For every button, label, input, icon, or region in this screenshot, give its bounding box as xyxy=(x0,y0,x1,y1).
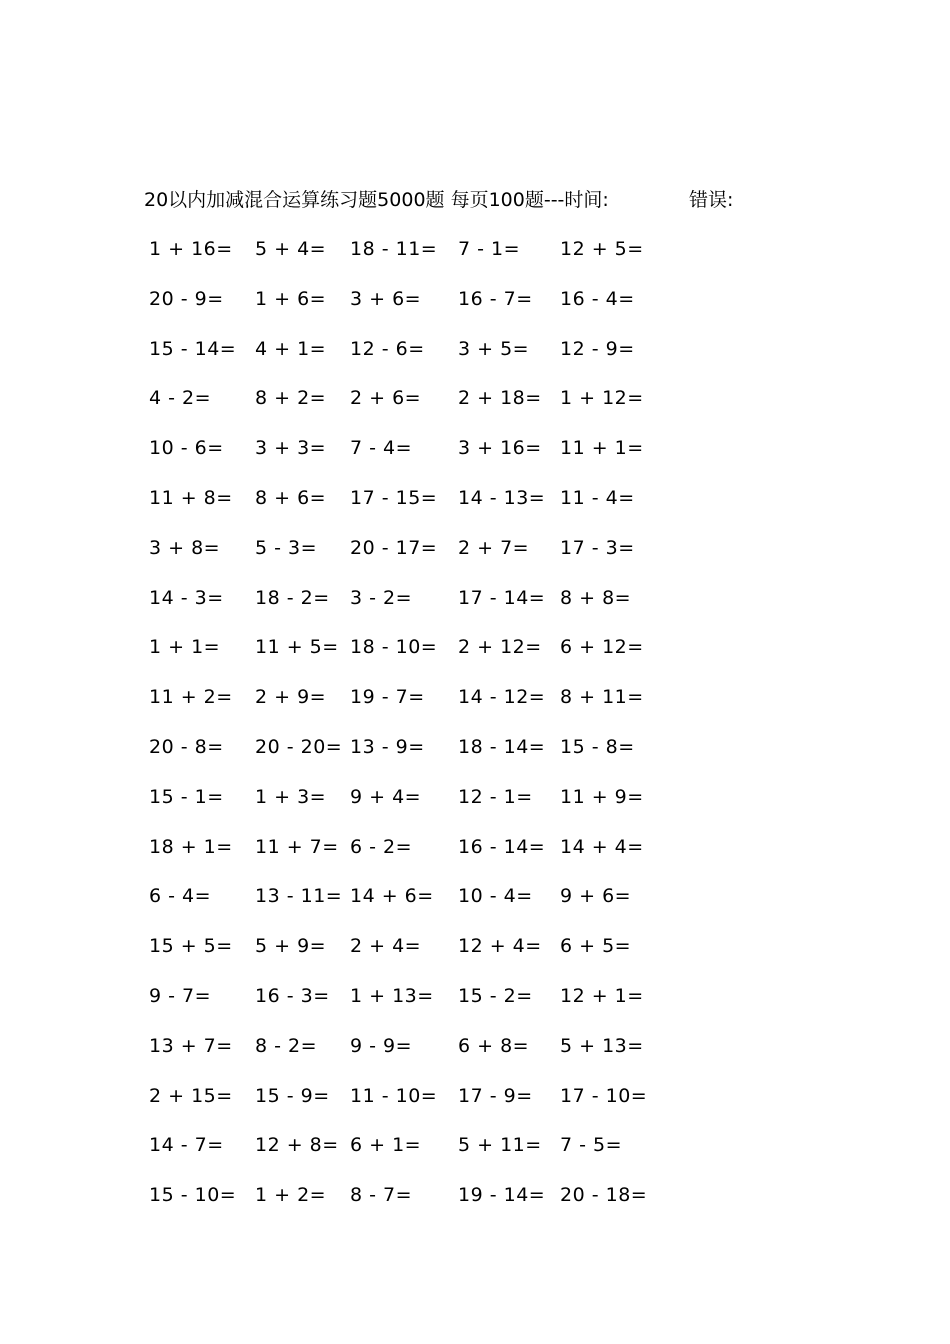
math-problem: 12 + 8= xyxy=(255,1134,339,1157)
math-problem: 4 + 1= xyxy=(255,337,327,360)
math-problem: 9 + 4= xyxy=(350,785,422,808)
math-problem: 15 - 8= xyxy=(560,736,635,758)
math-problem: 18 - 2= xyxy=(255,586,330,609)
math-problem: 2 + 15= xyxy=(149,1084,233,1107)
math-problem: 8 + 8= xyxy=(560,586,632,609)
math-problem: 5 - 3= xyxy=(255,536,318,559)
math-problem: 14 - 13= xyxy=(458,487,546,509)
math-problem: 3 + 3= xyxy=(255,437,327,460)
math-problem: 15 - 2= xyxy=(458,985,533,1007)
math-problem: 17 - 3= xyxy=(560,536,635,559)
math-problem: 20 - 17= xyxy=(350,536,438,559)
math-problem: 5 + 13= xyxy=(560,1034,644,1057)
math-problem: 1 + 12= xyxy=(560,387,644,410)
math-problem: 15 - 10= xyxy=(149,1184,237,1207)
math-problem: 6 + 8= xyxy=(458,1034,530,1057)
math-problem: 14 - 12= xyxy=(458,686,546,709)
math-problem: 16 - 14= xyxy=(458,835,546,858)
math-problem: 13 - 11= xyxy=(255,885,343,908)
math-problem: 2 + 12= xyxy=(458,636,542,659)
math-problem: 3 + 16= xyxy=(458,437,542,460)
worksheet-title: 20以内加减混合运算练习题5000题 每页100题---时间: xyxy=(144,189,609,211)
math-problem: 3 + 5= xyxy=(458,337,530,360)
math-problem: 5 + 4= xyxy=(255,238,327,260)
math-problem: 7 - 5= xyxy=(560,1134,623,1157)
math-problem: 18 + 1= xyxy=(149,835,233,858)
math-problem: 8 + 6= xyxy=(255,487,327,509)
math-problem: 7 - 4= xyxy=(350,437,413,460)
math-problem: 1 + 2= xyxy=(255,1184,327,1207)
math-problem: 11 + 8= xyxy=(149,487,233,509)
math-problem: 2 + 7= xyxy=(458,536,530,559)
math-problem: 17 - 10= xyxy=(560,1084,648,1107)
math-problem: 20 - 8= xyxy=(149,736,224,758)
math-problem: 8 - 7= xyxy=(350,1184,413,1207)
math-problem: 2 + 4= xyxy=(350,935,422,958)
math-problem: 12 + 1= xyxy=(560,985,644,1007)
math-problem: 17 - 15= xyxy=(350,487,438,509)
math-problem: 1 + 3= xyxy=(255,785,327,808)
math-problem: 5 + 11= xyxy=(458,1134,542,1157)
math-problem: 1 + 6= xyxy=(255,287,327,310)
math-problem: 2 + 18= xyxy=(458,387,542,410)
math-problem: 1 + 13= xyxy=(350,985,434,1007)
math-problem: 1 + 1= xyxy=(149,636,221,659)
math-problem: 16 - 3= xyxy=(255,985,330,1007)
math-problem: 3 + 8= xyxy=(149,536,221,559)
math-problem: 12 + 5= xyxy=(560,238,644,260)
math-problem: 11 + 2= xyxy=(149,686,233,709)
math-problem: 20 - 18= xyxy=(560,1184,648,1207)
math-problem: 10 - 4= xyxy=(458,885,533,908)
math-problem: 9 - 7= xyxy=(149,985,212,1007)
math-problem: 13 - 9= xyxy=(350,736,425,758)
math-problem: 15 + 5= xyxy=(149,935,233,958)
math-problem: 5 + 9= xyxy=(255,935,327,958)
math-problem: 1 + 16= xyxy=(149,238,233,260)
math-problem: 11 - 10= xyxy=(350,1084,438,1107)
math-problem: 8 + 2= xyxy=(255,387,327,410)
math-problem: 11 + 7= xyxy=(255,835,339,858)
math-problem: 11 + 5= xyxy=(255,636,339,659)
math-problem: 2 + 6= xyxy=(350,387,422,410)
math-problem: 17 - 14= xyxy=(458,586,546,609)
math-problem: 3 + 6= xyxy=(350,287,422,310)
math-problem: 8 + 11= xyxy=(560,686,644,709)
math-problem: 6 + 12= xyxy=(560,636,644,659)
math-problem: 18 - 11= xyxy=(350,238,438,260)
math-problem: 6 + 1= xyxy=(350,1134,422,1157)
math-problem: 3 - 2= xyxy=(350,586,413,609)
math-problem: 9 - 9= xyxy=(350,1034,413,1057)
math-problem: 8 - 2= xyxy=(255,1034,318,1057)
math-problem: 20 - 20= xyxy=(255,736,343,758)
math-problem: 11 - 4= xyxy=(560,487,635,509)
math-problem: 14 + 4= xyxy=(560,835,644,858)
math-problem: 6 + 5= xyxy=(560,935,632,958)
math-problem: 11 + 1= xyxy=(560,437,644,460)
math-problem: 4 - 2= xyxy=(149,387,212,410)
math-problem: 16 - 7= xyxy=(458,287,533,310)
math-problem: 12 - 1= xyxy=(458,785,533,808)
math-problem: 12 - 9= xyxy=(560,337,635,360)
math-problem: 15 - 14= xyxy=(149,337,237,360)
math-problem: 20 - 9= xyxy=(149,287,224,310)
worksheet-header xyxy=(144,186,734,214)
math-problem: 17 - 9= xyxy=(458,1084,533,1107)
math-problem: 14 + 6= xyxy=(350,885,434,908)
math-problem: 9 + 6= xyxy=(560,885,632,908)
math-problem: 6 - 2= xyxy=(350,835,413,858)
math-problem: 18 - 14= xyxy=(458,736,546,758)
math-problem: 16 - 4= xyxy=(560,287,635,310)
math-problem: 2 + 9= xyxy=(255,686,327,709)
math-problem: 13 + 7= xyxy=(149,1034,233,1057)
math-problem: 19 - 7= xyxy=(350,686,425,709)
math-problem: 12 + 4= xyxy=(458,935,542,958)
math-problem: 6 - 4= xyxy=(149,885,212,908)
math-problem: 18 - 10= xyxy=(350,636,438,659)
math-problem: 19 - 14= xyxy=(458,1184,546,1207)
math-problem: 11 + 9= xyxy=(560,785,644,808)
math-problem: 7 - 1= xyxy=(458,238,521,260)
math-problem: 14 - 3= xyxy=(149,586,224,609)
error-label: 错误: xyxy=(689,189,734,211)
math-problem: 14 - 7= xyxy=(149,1134,224,1157)
math-problem: 15 - 1= xyxy=(149,785,224,808)
math-problem: 10 - 6= xyxy=(149,437,224,460)
math-problem: 12 - 6= xyxy=(350,337,425,360)
math-problem: 15 - 9= xyxy=(255,1084,330,1107)
